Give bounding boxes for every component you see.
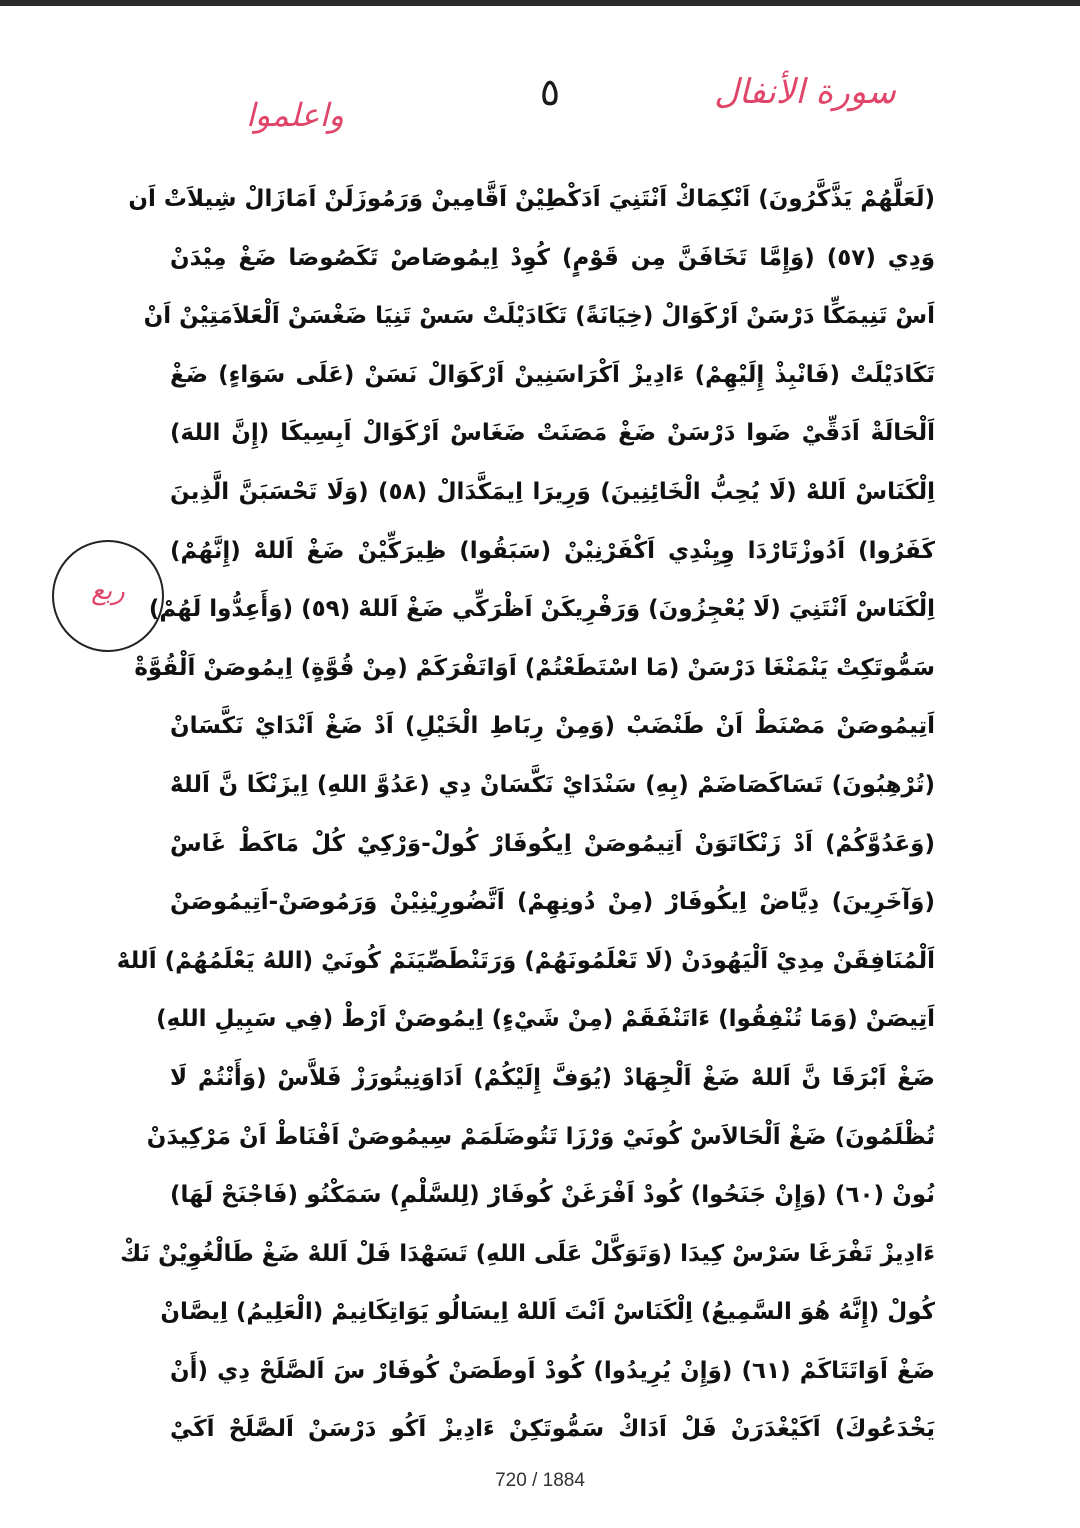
text-line: (وَآخَرِينَ) دِيَّاضْ اِيكُوفَارْ (مِنْ دُونِهِمْ) اَتَّضُورِيْنِيْنْ وَرَمُوصَنْ-اَتِيمُوصَنْ xyxy=(170,889,935,916)
text-line: (وَعَدُوَّكُمْ) اَدْ زَنْكَاتَوَنْ اَتِيمُوصَنْ اِيكُوفَارْ كُولْ-وَرْكِيْ كُلْ مَاكَطْ غَاسْ xyxy=(170,830,935,857)
text-line: اَتِيصَنْ (وَمَا تُنْفِقُوا) ءَاتَنْفَقَمْ (مِنْ شَيْءٍ) اِيمُوصَنْ اَرْطْ (فِي سَبِيلِ اللهِ) xyxy=(156,1006,935,1033)
text-line: (لَعَلَّهُمْ يَذَّكَّرُونَ) اَنْكِمَاكْ اَنْتَنِيَ اَدَكْطِيْنْ اَقَّامِينْ وَرَمُوزَلَنْ اَمَازَالْ شِيلاَتْ اَن xyxy=(128,186,935,212)
text-line: (تُرْهِبُونَ) تَسَاكَصَاضَمْ (بِهِ) سَنْدَايْ نَكَّسَانْ دِي (عَدُوَّ اللهِ) اِيزَنْكَا نَّ اَللهْ xyxy=(170,771,935,798)
page-number: ٥ xyxy=(539,70,561,114)
text-line: اَتِيمُوصَنْ مَصْنَطْ اَنْ طَنْضَبْ (وَمِنْ رِبَاطِ الْخَيْلِ) اَدْ ضَغْ اَنْدَايْ نَكَّسَانْ xyxy=(170,713,935,740)
text-line: ءَادِيزْ تَفْرَغَا سَرْسْ كِيدَا (وَتَوَكَّلْ عَلَى اللهِ) تَسَهْدَا فَلْ اَللهْ ضَغْ طَالْغُوِيْنْ نَكْ xyxy=(120,1240,935,1267)
text-line: كُولْ (إِنَّهُ هُوَ السَّمِيعُ) اِلْكَنَاسْ اَنْتَ اَللهْ اِيسَالُو يَوَاتِكَانِيمْ (الْعَلِيمُ) اِيصَّانْ xyxy=(160,1299,935,1326)
text-line: وَدِي (٥٧) (وَإِمَّا تَخَافَنَّ مِن قَوْمٍ) كُوِدْ اِيمُوصَاصْ تَكَصُوصَا ضَغْ مِيْدَنْ xyxy=(170,244,935,271)
surah-name-annotation: سورة الأنفال xyxy=(714,72,896,112)
text-line: نُونْ (٦٠) (وَإِنْ جَنَحُوا) كُودْ اَفْرَغَنْ كُوفَارْ (لِلسَّلْمِ) سَمَكْنُو (فَاجْنَحْ لَهَا) xyxy=(170,1182,935,1209)
text-line: كَفَرُوا) اَدُوزْتَارْدَا وِيِنْدِي اَكْفَرْنِيْنْ (سَبَقُوا) ظِيرَكِّيْنْ ضَغْ اَللهْ (إِنَّهُمْ) xyxy=(170,537,935,564)
section-start-annotation: واعلموا xyxy=(246,96,344,134)
text-line: اِلْكَنَاسْ اَنْتَنِيَ (لَا يُعْجِزُونَ) وَرَفْرِيكَنْ اَظْرَكِّي ضَغْ اَللهْ (٥٩) (وَأَعِدُّوا لَهُمْ) xyxy=(148,596,935,623)
text-line: سَمُّوتَكِتْ يَنْمَنْغَا دَرْسَنْ (مَا اسْتَطَعْتُمْ) اَوَاتَفْرَكَمْ (مِنْ قُوَّةٍ) اِيمُوصَنْ اَلْقُوَّةْ xyxy=(134,654,935,681)
text-line: يَخْدَعُوكَ) اَكَيْغْدَرَنْ فَلْ اَدَاكْ سَمُّوتَكِنْ ءَادِيزْ اَكُو دَرْسَنْ اَلصَّلَحْ اَكَيْ xyxy=(170,1416,935,1443)
text-line: ضَغْ اَوَاتَتَاكَمْ (٦١) (وَإِنْ يُرِيدُوا) كُودْ اَوطَصَنْ كُوفَارْ سَ اَلصَّلَحْ دِي (أَنْ xyxy=(170,1357,935,1384)
margin-note: ربع xyxy=(91,576,125,606)
text-line: تُظْلَمُونَ) ضَغْ اَلْحَالاَسْ كُونَيْ وَرْزَا تَتُوضَلَمَمْ سِيمُوصَنْ اَفْنَاطْ اَنْ مَرْكِيدَنْ xyxy=(146,1123,935,1150)
text-line: اَلْحَالَةْ اَدَقِّيْ ضَوا دَرْسَنْ ضَغْ مَصَنَتْ ضَغَاسْ اَرْكَوَالْ اَبِسِيكَا (إِنَّ اللهَ) xyxy=(170,420,935,447)
text-line: اَلْمُنَافِقَنْ مِدِيْ اَلْيَهُودَنْ (لَا تَعْلَمُونَهُمْ) وَرَتَنْطَصِّيَنَمْ كُونَيْ (اللهُ يَعْلَمُهُمْ) اَللهْ xyxy=(116,947,935,974)
text-line: ضَغْ اَبْرَقَا نَّ اَللهْ ضَغْ اَلْجِهَادْ (يُوَفَّ إِلَيْكُمْ) اَدَاوَنِيتُورَزْ فَلاَّسْ (وَأَنْتُمْ لَا xyxy=(170,1064,935,1091)
scan-top-border xyxy=(0,0,1080,6)
page-pagination: 720 / 1884 xyxy=(495,1470,585,1491)
text-line: تَكَادَيْلَتْ (فَانْبِذْ إِلَيْهِمْ) ءَادِيزْ اَكْرَاسَنِينْ اَرْكَوَالْ نَسَنْ (عَلَى سَوَاءٍ) ضَغْ xyxy=(170,361,935,388)
text-line: اِلْكَنَاسْ اَللهْ (لَا يُحِبُّ الْخَائِنِينَ) وَرِيرَا اِيمَكَّدَالْ (٥٨) (وَلَا تَحْسَبَنَّ الَّذِينَ xyxy=(170,478,936,505)
main-text-block xyxy=(116,170,936,1459)
margin-circle-marker xyxy=(52,540,164,652)
text-line: اَسْ تَنِيمَكِّا دَرْسَنْ اَرْكَوَالْ (خِيَانَةً) تَكَادَيْلَتْ سَسْ تَنِيَا ضَغْسَنْ اَلْعَلاَمَتِيْنْ اَنْ xyxy=(143,303,935,330)
